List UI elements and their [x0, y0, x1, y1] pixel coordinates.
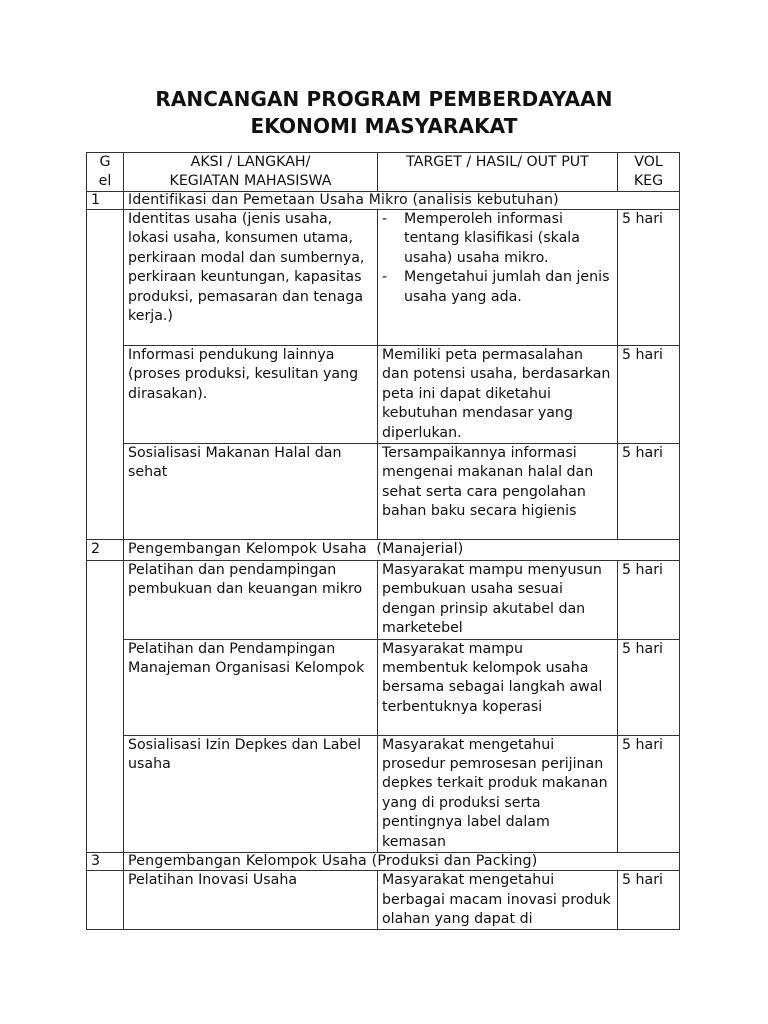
volume-cell: 5 hari — [618, 639, 680, 735]
table-row — [87, 871, 680, 930]
section-title: Pengembangan Kelompok Usaha (Produksi dan Packing) — [124, 853, 680, 871]
action-cell: Pelatihan dan Pendampingan Manajeman Organisasi Kelompok — [124, 639, 378, 735]
action-cell: Sosialisasi Makanan Halal dan sehat — [124, 444, 378, 540]
action-cell: Pelatihan Inovasi Usaha — [124, 871, 378, 930]
table-row — [87, 735, 680, 852]
header-gel: G el — [87, 153, 124, 192]
number-cell — [87, 210, 124, 540]
target-cell — [378, 210, 618, 346]
section-number: 3 — [87, 853, 124, 871]
number-cell — [87, 561, 124, 853]
target-cell: Masyarakat mampu menyusun pembukuan usaha sesuai dengan prinsip akutabel dan marketebel — [378, 561, 618, 640]
header-action: AKSI / LANGKAH/ KEGIATAN MAHASISWA — [124, 153, 378, 192]
target-cell: Masyarakat mengetahui prosedur pemrosesan perijinan depkes terkait produk makanan yang di produksi serta pentingnya label dalam kemasan — [378, 735, 618, 852]
title-line-2: EKONOMI MASYARAKAT — [250, 114, 518, 138]
table-row — [87, 561, 680, 640]
action-cell: Informasi pendukung lainnya (proses produksi, kesulitan yang dirasakan). — [124, 346, 378, 444]
section-number: 1 — [87, 192, 124, 210]
action-cell: Pelatihan dan pendampingan pembukuan dan keuangan mikro — [124, 561, 378, 640]
section-row — [87, 853, 680, 871]
table-row — [87, 210, 680, 346]
section-row — [87, 540, 680, 561]
table-row — [87, 639, 680, 735]
target-cell: Memiliki peta permasalahan dan potensi usaha, berdasarkan peta ini dapat diketahui kebutuhan mendasar yang diperlukan. — [378, 346, 618, 444]
section-title: Identifikasi dan Pemetaan Usaha Mikro (analisis kebutuhan) — [124, 192, 680, 210]
volume-cell: 5 hari — [618, 561, 680, 640]
program-table — [86, 152, 680, 930]
volume-cell: 5 hari — [618, 735, 680, 852]
action-cell: Sosialisasi Izin Depkes dan Label usaha — [124, 735, 378, 852]
section-title: Pengembangan Kelompok Usaha (Manajerial) — [124, 540, 680, 561]
target-cell: Masyarakat mampu membentuk kelompok usaha bersama sebagai langkah awal terbentuknya koperasi — [378, 639, 618, 735]
volume-cell: 5 hari — [618, 444, 680, 540]
table-row — [87, 444, 680, 540]
document-title — [0, 86, 768, 140]
volume-cell: 5 hari — [618, 871, 680, 930]
volume-cell: 5 hari — [618, 346, 680, 444]
title-line-1: RANCANGAN PROGRAM PEMBERDAYAAN — [155, 87, 613, 111]
table-row — [87, 346, 680, 444]
number-cell — [87, 871, 124, 930]
section-row — [87, 192, 680, 210]
target-bullet: - Memperoleh informasi tentang klasifikasi (skala usaha) usaha mikro. — [382, 211, 580, 266]
volume-cell: 5 hari — [618, 210, 680, 346]
header-row — [87, 153, 680, 192]
target-bullet: - Mengetahui jumlah dan jenis usaha yang ada. — [382, 269, 610, 305]
header-volume: VOL KEG — [618, 153, 680, 192]
target-cell: Masyarakat mengetahui berbagai macam inovasi produk olahan yang dapat di — [378, 871, 618, 930]
header-target: TARGET / HASIL/ OUT PUT — [378, 153, 618, 192]
section-number: 2 — [87, 540, 124, 561]
target-cell: Tersampaikannya informasi mengenai makanan halal dan sehat serta cara pengolahan bahan baku secara higienis — [378, 444, 618, 540]
action-cell: Identitas usaha (jenis usaha, lokasi usaha, konsumen utama, perkiraan modal dan sumbernya, perkiraan keuntungan, kapasitas produksi, pemasaran dan tenaga kerja.) — [124, 210, 378, 346]
